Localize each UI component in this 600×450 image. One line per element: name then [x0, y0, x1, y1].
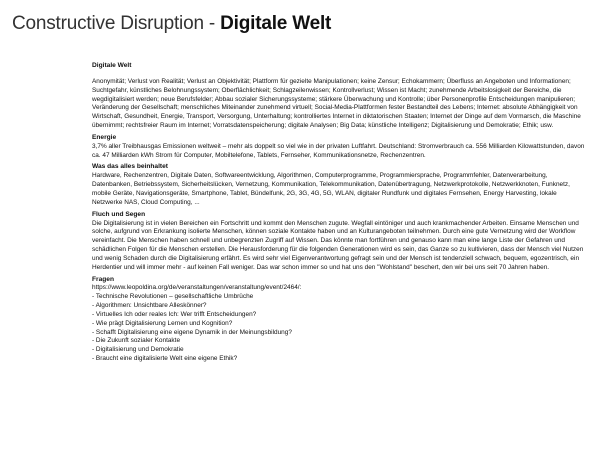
curse-paragraph: Die Digitalisierung ist in vielen Bereichen ein Fortschritt und kommt den Menschen zugute. Wegfall eintöniger und auch krankmachender Arbeiten. Einsame Menschen und solche, aufgrund von Erkrankung isolierte Menschen, können soziale Kontakte haben und an Kulturangeboten teilnehmen. Durch eine gute Vernetzung wird der Workflow vereinfacht. Die Menschen haben schnell und unbegrenzten Zugriff auf Wissen. Das könnte man fortführen und genauso kann man eine lange Liste der Gefahren und schädlichen Folgen für die Menschen erstellen. Die Herausforderung für die folgenden Generationen wird es sein, das Ganze so zu kultivieren, dass der Mensch viel Nutzen und wenig Schaden durch die Digitalisierung erfährt. Es wird sehr viel Eigenverantwortung gefragt sein und der Mensch ist tendenziell schwach, bequem, egozentrisch, ein Herdentier und will immer mehr - auf keinen Fall weniger. Das war schon immer so und hat uns den "Wohlstand" beschert, den wir bei uns seit 70 Jahren haben. — [92, 219, 584, 271]
header-separator: - — [203, 13, 221, 34]
header-title-light: Constructive Disruption — [12, 13, 204, 34]
document-heading: Digitale Welt — [92, 62, 132, 69]
question-item: - Braucht eine digitalisierte Welt eine eigene Ethik? — [92, 355, 238, 363]
contains-heading: Was das alles beinhaltet — [92, 163, 168, 171]
question-item: - Schafft Digitalisierung eine eigene Dynamik in der Meinungsbildung? — [92, 328, 292, 336]
question-item: - Technische Revolutionen – gesellschaftliche Umbrüche — [92, 293, 254, 301]
question-item: - Digitalisierung und Demokratie — [92, 346, 184, 354]
question-item: - Die Zukunft sozialer Kontakte — [92, 337, 181, 345]
question-item: - Algorithmen: Unsichtbare Alleskönner? — [92, 302, 207, 310]
curse-heading: Fluch und Segen — [92, 210, 146, 218]
questions-url: https://www.leopoldina.org/de/veranstaltungen/veranstaltung/event/2464/: — [92, 284, 302, 292]
energy-paragraph: 3,7% aller Treibhausgas Emissionen weltweit – mehr als doppelt so viel wie in der privaten Luftfahrt. Deutschland: Stromverbrauch ca. 556 Milliarden Kilowattstunden, davon ca. 47 Milliarden kWh Strom für Computer, Mobiltelefone, Tablets, Fernseher, Kommunikationsnetze, Rechenzentren. — [92, 142, 585, 159]
intro-paragraph: Anonymität; Verlust von Realität; Verlust an Objektivität; Plattform für gezielte Manipulationen; keine Zensur; Echokammern; Überfluss an Angeboten und Informationen; Suchtgefahr, künstliches Belohnungssystem; Oberflächlichkeit; Schlagzeilenwissen; Kontrollverlust; Wissen ist Macht; zunehmende Arbeitslosigkeit der Bereiche, die wegdigitalisiert werden; neue Berufsfelder; Abbau sozialer Sicherungssysteme; stärkere Überwachung und Kontrolle; über Personenprofile Entscheidungen manipulieren; Veränderung der Gesellschaft; menschliches Miteinander zunehmend virtuell; Social-Media-Plattformen fester Bestandteil des Lebens; Internet: absolute Abhängigkeit von Wirtschaft, Gesundheit, Energie, Transport, Versorgung, Unterhaltung; kontrolliertes Internet in diktatorischen Staaten; Internet der Dinge auf dem Vormarsch, die Maschine übernimmt; rechtsfreier Raum im Internet; Vorratsdatenspeicherung; digitale Analysen; Big Data; künstliche Intelligenz; Digitalisierung und Demokratie; Ethik; usw. — [92, 77, 581, 130]
contains-paragraph: Hardware, Rechenzentren, Digitale Daten, Softwareentwicklung, Algorithmen, Computerprogramme, Programmiersprache, Programmfehler, Datenverarbeitung, Datenbanken, Betriebssystem, Sicherheitslücken, Vernetzung, Kommunikation, Telekommunikation, Datenübertragung, Netzwerkprotokolle, Netzwerkknoten, Funknetz, mobile Geräte, Navigationsgeräte, Smartphone, Tablet, Bündelfunk, 2G, 3G, 4G, 5G, WLAN, digitaler Rundfunk und digitales Fernsehen, Energy Harvesting, lokale Netzwerke NAS, Cloud Computing, ... — [92, 172, 570, 206]
energy-heading: Energie — [92, 133, 117, 141]
question-item: - Wie prägt Digitalisierung Lernen und Kognition? — [92, 319, 233, 327]
question-item: - Virtuelles Ich oder reales Ich: Wer trifft Entscheidungen? — [92, 310, 257, 318]
questions-list — [92, 293, 588, 364]
questions-heading: Fragen — [92, 275, 114, 283]
document-body — [92, 62, 588, 364]
page-header — [12, 13, 331, 35]
header-title-bold: Digitale Welt — [220, 13, 332, 34]
